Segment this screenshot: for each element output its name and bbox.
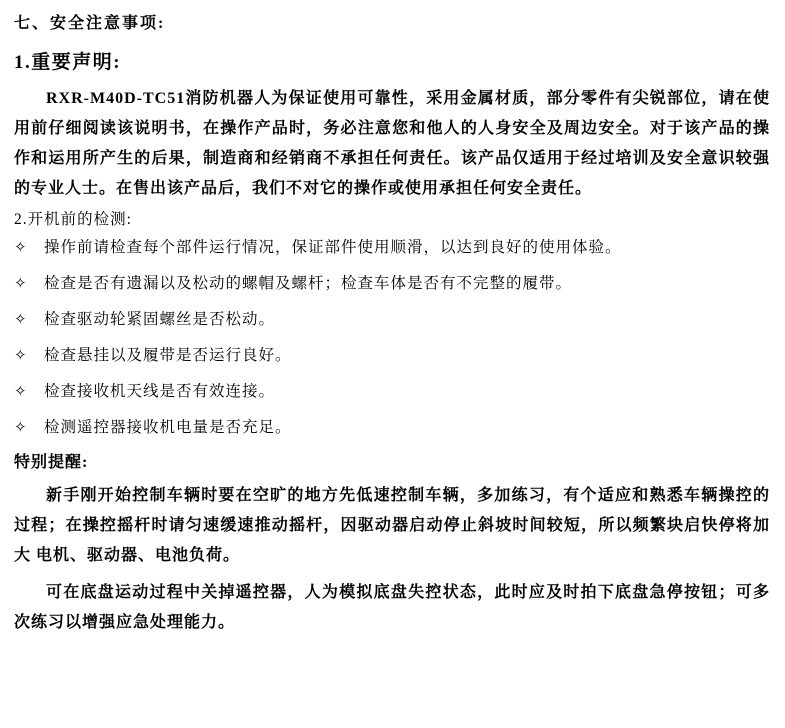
checklist-item-text: 检测遥控器接收机电量是否充足。 (44, 419, 292, 436)
checklist-item (14, 307, 770, 333)
checklist-item (14, 343, 770, 369)
four-pointed-star-icon: ✧ (14, 348, 28, 364)
four-pointed-star-icon: ✧ (14, 312, 28, 328)
checklist-item (14, 415, 770, 441)
four-pointed-star-icon: ✧ (14, 384, 28, 400)
pre-start-check-heading: 2.开机前的检测: (14, 211, 132, 228)
four-pointed-star-icon: ✧ (14, 240, 28, 256)
special-reminder-paragraph-2: 可在底盘运动过程中关掉遥控器，人为模拟底盘失控状态，此时应及时拍下底盘急停按钮；可多次练习以增强应急处理能力。 (14, 584, 770, 631)
checklist-item-text: 检查接收机天线是否有效连接。 (44, 383, 276, 400)
important-statement-body: RXR-M40D-TC51消防机器人为保证使用可靠性，采用金属材质，部分零件有尖锐部位，请在使用前仔细阅读该说明书，在操作产品时，务必注意您和他人的人身安全及周边安全。对于该产品的操作和运用所产生的后果，制造商和经销商不承担任何责任。该产品仅适用于经过培训及安全意识较强的专业人士。在售出该产品后，我们不对它的操作或使用承担任何安全责任。 (14, 90, 770, 197)
checklist-item (14, 235, 770, 261)
checklist-item-text: 操作前请检查每个部件运行情况，保证部件使用顺滑，以达到良好的使用体验。 (44, 239, 622, 256)
pre-start-checklist (14, 235, 770, 441)
checklist-item (14, 379, 770, 405)
checklist-item-text: 检查是否有遗漏以及松动的螺帽及螺杆；检查车体是否有不完整的履带。 (44, 275, 573, 292)
important-statement-heading: 1.重要声明: (14, 52, 122, 73)
checklist-item (14, 271, 770, 297)
four-pointed-star-icon: ✧ (14, 276, 28, 292)
section-title: 七、安全注意事项: (14, 15, 166, 32)
four-pointed-star-icon: ✧ (14, 420, 28, 436)
special-reminder-heading: 特别提醒: (14, 454, 89, 471)
checklist-item-text: 检查驱动轮紧固螺丝是否松动。 (44, 311, 276, 328)
checklist-item-text: 检查悬挂以及履带是否运行良好。 (44, 347, 292, 364)
special-reminder-paragraph-1: 新手刚开始控制车辆时要在空旷的地方先低速控制车辆，多加练习，有个适应和熟悉车辆操控的过程；在操控摇杆时请匀速缓速推动摇杆，因驱动器启动停止斜坡时间较短，所以频繁块启快停将加大 电机、驱动器、电池负荷。 (14, 487, 770, 564)
